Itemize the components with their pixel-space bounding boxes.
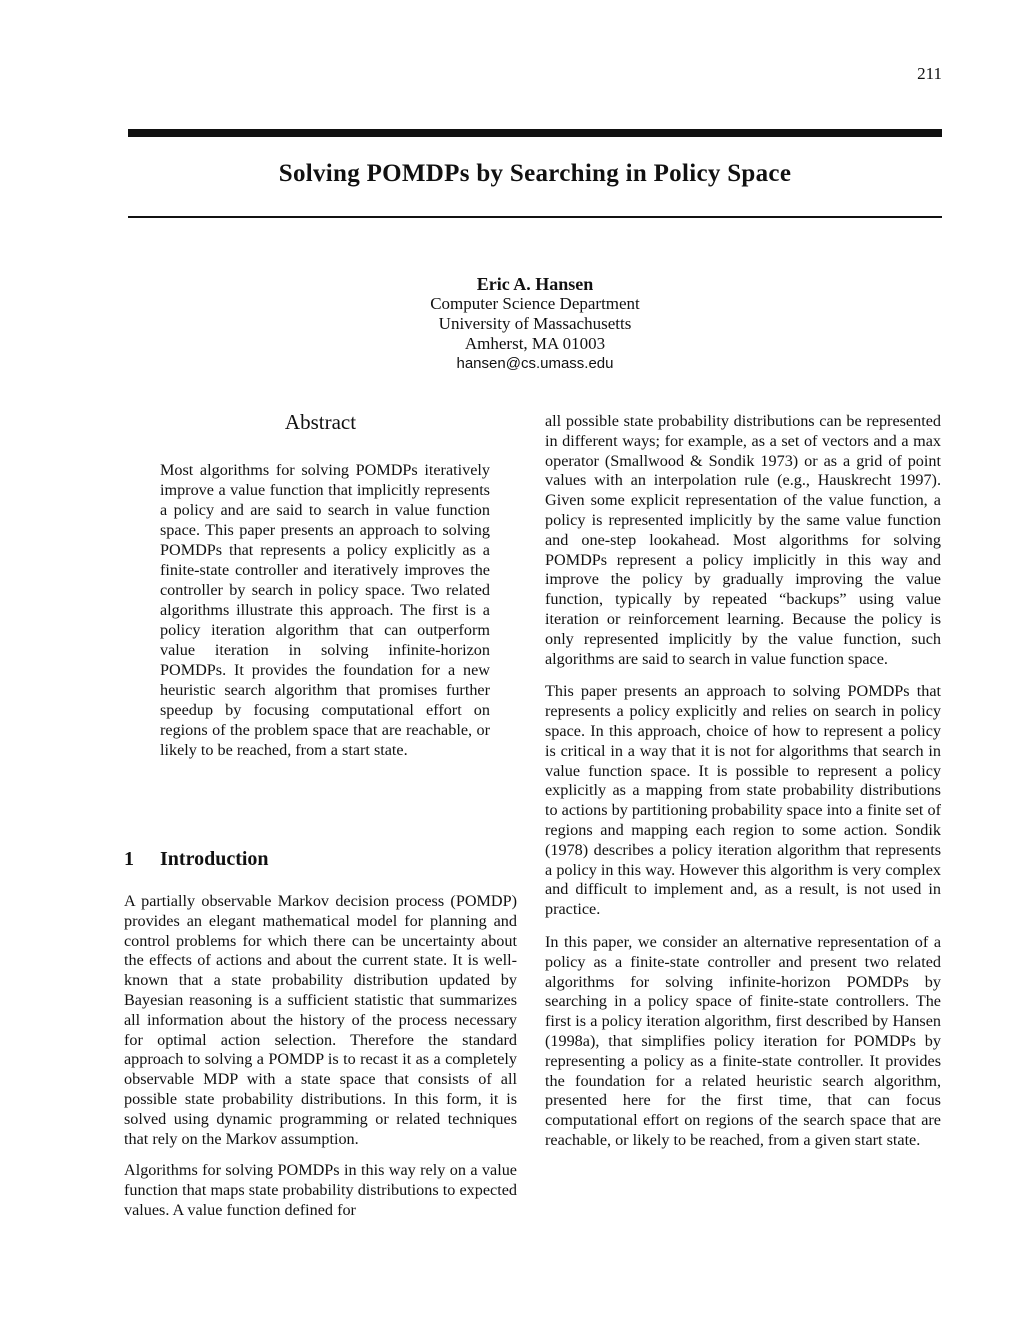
- author-name: Eric A. Hansen: [476, 274, 594, 294]
- abstract-text: Most algorithms for solving POMDPs iteratively improve a value function that implicitly represents a policy and are said to search in value function space. This paper presents an approach to solving POMDPs that represents a policy explicitly as a finite-state controller and iteratively improves the controller by search in policy space. Two related algorithms illustrate this approach. The first is a policy iteration algorithm that can outperform value iteration in solving infinite-horizon POMDPs. It provides the foundation for a new heuristic search algorithm that promises further speedup by focusing computational effort on regions of the problem space that are reachable, or likely to be reached, from a start state.: [160, 461, 490, 759]
- paragraph: all possible state probability distributions can be represented in different ways; for example, as a set of vectors and a max operator (Smallwood & Sondik 1973) or as a grid of point values with an interpolation rule (e.g., Hauskrecht 1997). Given some explicit representation of the value function, a policy is represented implicitly by the same value function and one-step lookahead. Most algorithms for solving POMDPs represent a policy implicitly in this way and improve the policy by gradually improving the value function, typically by repeated “backups” using value iteration or reinforcement learning. Because the policy is only represented implicitly by the value function, such algorithms are said to search in value function space.: [545, 412, 941, 668]
- section-number: 1: [124, 848, 134, 870]
- title-rule-top: [128, 129, 942, 137]
- abstract-heading: Abstract: [284, 410, 357, 434]
- section-title: Introduction: [160, 848, 269, 870]
- author-block: [330, 274, 740, 374]
- author-address: Amherst, MA 01003: [464, 334, 606, 353]
- abstract-section: [124, 408, 517, 760]
- paper-title: Solving POMDPs by Searching in Policy Space: [278, 160, 792, 187]
- right-column: [545, 412, 941, 1164]
- paragraph: A partially observable Markov decision process (POMDP) provides an elegant mathematical model for planning and control problems for which there can be uncertainty about the effects of actions and about the current state. It is well-known that a state probability distribution updated by Bayesian reasoning is a sufficient statistic that summarizes all information about the history of the process necessary for optimal action selection. Therefore the standard approach to solving a POMDP is to recast it as a completely observable MDP with a state space that consists of all possible state probability distributions. In this form, it is solved using dynamic programming or related techniques that rely on the Markov assumption.: [124, 892, 517, 1148]
- title-rule-bottom: [128, 216, 942, 218]
- paragraph: In this paper, we consider an alternative representation of a policy as a finite-state controller and present two related algorithms for solving infinite-horizon POMDPs by searching in a policy space of finite-state controllers. The first is a policy iteration algorithm, first described by Hansen (1998a), that simplifies policy iteration for POMDPs by representing a policy as a finite-state controller. It provides the foundation for a related heuristic search algorithm, presented here for the first time, that can focus computational effort on regions of the search space that are reachable, or likely to be reached, from a given start state.: [545, 932, 941, 1149]
- author-department: Computer Science Department: [430, 294, 640, 313]
- page-number: 211: [917, 64, 942, 83]
- paragraph: This paper presents an approach to solving POMDPs that represents a policy explicitly and relies on search in policy space. In this approach, choice of how to represent a policy is critical in a way that it is not for algorithms that search in value function space. It is possible to represent a policy explicitly as a mapping from state probability distributions to actions by partitioning probability space into a finite set of regions and mapping each region to some action. Sondik (1978) describes a policy iteration algorithm that represents a policy in this way. However this algorithm is very complex and difficult to implement and, as a result, is not used in practice.: [545, 682, 941, 919]
- author-university: University of Massachusetts: [438, 314, 632, 333]
- author-email: hansen@cs.umass.edu: [456, 355, 614, 372]
- section-heading: [124, 848, 517, 871]
- paragraph: Algorithms for solving POMDPs in this way rely on a value function that maps state probability distributions to expected values. A value function defined for: [124, 1161, 517, 1219]
- intro-left-column: [124, 892, 517, 1233]
